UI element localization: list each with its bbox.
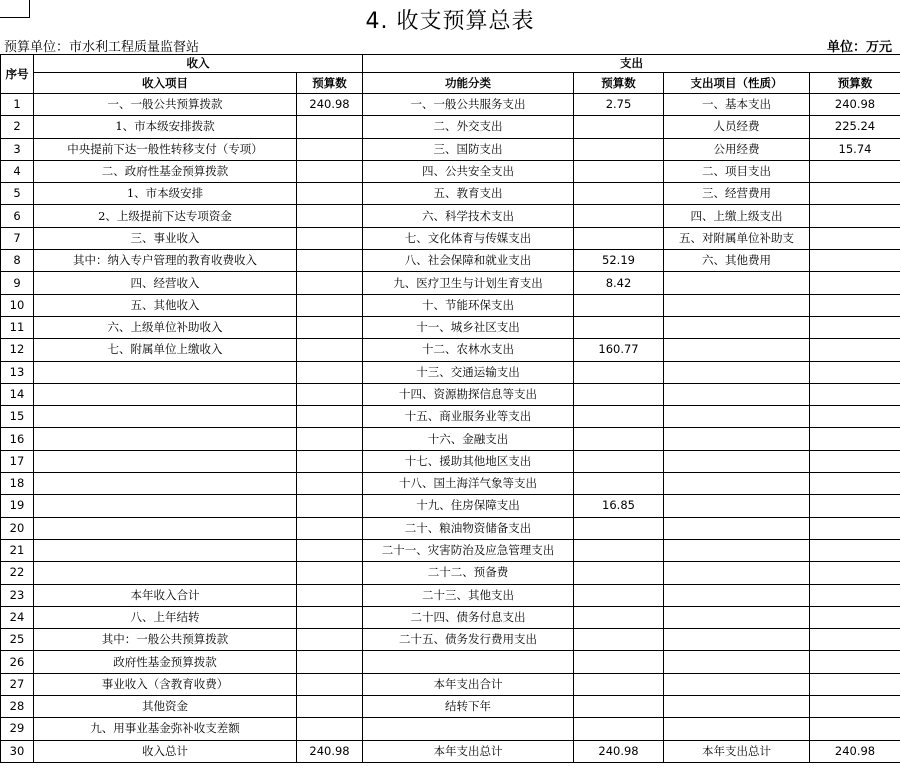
function-budget <box>574 673 664 695</box>
expense-item <box>664 473 810 495</box>
expense-budget <box>810 205 900 227</box>
row-number: 18 <box>1 473 34 495</box>
expense-item: 四、上缴上级支出 <box>664 205 810 227</box>
function-budget: 160.77 <box>574 339 664 361</box>
function-budget <box>574 116 664 138</box>
function-budget <box>574 383 664 405</box>
income-budget <box>297 294 363 316</box>
expense-budget <box>810 272 900 294</box>
table-row <box>1 651 900 673</box>
income-budget <box>297 606 363 628</box>
function-budget <box>574 629 664 651</box>
function-budget <box>574 651 664 673</box>
table-row <box>1 383 900 405</box>
function-budget <box>574 205 664 227</box>
function-budget: 16.85 <box>574 495 664 517</box>
expense-budget <box>810 428 900 450</box>
row-number: 17 <box>1 450 34 472</box>
expense-budget <box>810 495 900 517</box>
income-item: 五、其他收入 <box>34 294 297 316</box>
expense-budget <box>810 629 900 651</box>
expense-item: 一、基本支出 <box>664 94 810 116</box>
function-class-item: 五、教育支出 <box>363 183 574 205</box>
income-budget <box>297 383 363 405</box>
table-row <box>1 339 900 361</box>
expense-item: 公用经费 <box>664 138 810 160</box>
function-budget <box>574 517 664 539</box>
income-item: 其他资金 <box>34 696 297 718</box>
table-row <box>1 673 900 695</box>
function-class-item: 四、公共安全支出 <box>363 160 574 182</box>
function-class-item: 十九、住房保障支出 <box>363 495 574 517</box>
table-row <box>1 294 900 316</box>
header-income-item: 收入项目 <box>34 73 297 94</box>
expense-budget: 240.98 <box>810 94 900 116</box>
row-number: 2 <box>1 116 34 138</box>
expense-item <box>664 339 810 361</box>
function-class-item: 三、国防支出 <box>363 138 574 160</box>
expense-budget <box>810 562 900 584</box>
expense-budget <box>810 718 900 740</box>
header-expense-budget: 预算数 <box>810 73 900 94</box>
expense-budget <box>810 450 900 472</box>
income-item: 收入总计 <box>34 740 297 762</box>
table-row <box>1 406 900 428</box>
row-number: 24 <box>1 606 34 628</box>
table-row <box>1 495 900 517</box>
expense-budget: 15.74 <box>810 138 900 160</box>
row-number: 29 <box>1 718 34 740</box>
expense-budget <box>810 160 900 182</box>
income-item <box>34 406 297 428</box>
row-number: 8 <box>1 250 34 272</box>
function-budget <box>574 562 664 584</box>
expense-item <box>664 629 810 651</box>
table-row <box>1 116 900 138</box>
income-item <box>34 473 297 495</box>
budget-unit-label: 预算单位：市水利工程质量监督站 <box>4 40 200 55</box>
expense-item: 二、项目支出 <box>664 160 810 182</box>
table-row <box>1 205 900 227</box>
income-budget <box>297 160 363 182</box>
function-budget: 8.42 <box>574 272 664 294</box>
row-number: 27 <box>1 673 34 695</box>
page-title: 4. 收支预算总表 <box>365 9 535 34</box>
row-number: 15 <box>1 406 34 428</box>
income-budget <box>297 428 363 450</box>
income-budget <box>297 517 363 539</box>
function-class-item: 二十四、债务付息支出 <box>363 606 574 628</box>
expense-item <box>664 673 810 695</box>
function-class-item: 十六、金融支出 <box>363 428 574 450</box>
income-item: 九、用事业基金弥补收支差额 <box>34 718 297 740</box>
income-budget <box>297 629 363 651</box>
row-number: 1 <box>1 94 34 116</box>
expense-budget <box>810 606 900 628</box>
income-budget <box>297 539 363 561</box>
income-budget <box>297 696 363 718</box>
income-budget <box>297 227 363 249</box>
row-number: 22 <box>1 562 34 584</box>
function-budget <box>574 450 664 472</box>
table-row <box>1 696 900 718</box>
header-seq: 序号 <box>1 55 34 94</box>
table-row <box>1 740 900 762</box>
function-class-item <box>363 651 574 673</box>
income-item: 本年收入合计 <box>34 584 297 606</box>
row-number: 13 <box>1 361 34 383</box>
function-class-item: 二、外交支出 <box>363 116 574 138</box>
expense-budget <box>810 339 900 361</box>
expense-item <box>664 294 810 316</box>
table-row <box>1 718 900 740</box>
table-row <box>1 250 900 272</box>
expense-budget <box>810 539 900 561</box>
function-budget <box>574 227 664 249</box>
income-item: 政府性基金预算拨款 <box>34 651 297 673</box>
income-item: 三、事业收入 <box>34 227 297 249</box>
function-budget <box>574 406 664 428</box>
row-number: 4 <box>1 160 34 182</box>
row-number: 21 <box>1 539 34 561</box>
header-income-budget: 预算数 <box>297 73 363 94</box>
table-row <box>1 562 900 584</box>
row-number: 23 <box>1 584 34 606</box>
income-budget <box>297 316 363 338</box>
income-item <box>34 517 297 539</box>
income-item <box>34 450 297 472</box>
expense-budget <box>810 473 900 495</box>
header-income: 收入 <box>34 55 363 73</box>
table-row <box>1 361 900 383</box>
function-class-item: 二十三、其他支出 <box>363 584 574 606</box>
income-item: 一、一般公共预算拨款 <box>34 94 297 116</box>
function-class-item: 九、医疗卫生与计划生育支出 <box>363 272 574 294</box>
expense-item <box>664 562 810 584</box>
row-number: 7 <box>1 227 34 249</box>
row-number: 6 <box>1 205 34 227</box>
function-class-item: 七、文化体育与传媒支出 <box>363 227 574 249</box>
currency-unit-label: 单位：万元 <box>826 40 892 55</box>
income-budget <box>297 116 363 138</box>
function-budget <box>574 539 664 561</box>
table-row <box>1 517 900 539</box>
table-row <box>1 183 900 205</box>
expense-item <box>664 539 810 561</box>
function-class-item: 十一、城乡社区支出 <box>363 316 574 338</box>
expense-budget: 240.98 <box>810 740 900 762</box>
header-row-columns <box>1 73 900 94</box>
table-row <box>1 227 900 249</box>
expense-item <box>664 428 810 450</box>
expense-budget <box>810 383 900 405</box>
function-budget <box>574 138 664 160</box>
expense-item <box>664 383 810 405</box>
table-row <box>1 629 900 651</box>
table-row <box>1 94 900 116</box>
income-budget <box>297 183 363 205</box>
table-row <box>1 316 900 338</box>
function-class-item: 一、一般公共服务支出 <box>363 94 574 116</box>
row-number: 19 <box>1 495 34 517</box>
income-item: 事业收入（含教育收费） <box>34 673 297 695</box>
row-number: 11 <box>1 316 34 338</box>
table-row <box>1 138 900 160</box>
expense-budget <box>810 316 900 338</box>
function-class-item: 六、科学技术支出 <box>363 205 574 227</box>
expense-budget <box>810 406 900 428</box>
function-budget: 52.19 <box>574 250 664 272</box>
table-row <box>1 473 900 495</box>
income-item: 1、市本级安排拨款 <box>34 116 297 138</box>
income-item: 四、经营收入 <box>34 272 297 294</box>
function-class-item: 二十五、债务发行费用支出 <box>363 629 574 651</box>
budget-summary-table <box>0 54 900 763</box>
row-number: 30 <box>1 740 34 762</box>
header-expense: 支出 <box>363 55 900 73</box>
income-item: 1、市本级安排 <box>34 183 297 205</box>
row-number: 9 <box>1 272 34 294</box>
income-item <box>34 428 297 450</box>
income-budget <box>297 718 363 740</box>
row-number: 12 <box>1 339 34 361</box>
function-budget <box>574 316 664 338</box>
income-budget <box>297 250 363 272</box>
row-number: 26 <box>1 651 34 673</box>
function-class-item: 十五、商业服务业等支出 <box>363 406 574 428</box>
income-budget <box>297 361 363 383</box>
expense-budget <box>810 183 900 205</box>
expense-item <box>664 584 810 606</box>
table-row <box>1 606 900 628</box>
function-budget <box>574 606 664 628</box>
expense-item <box>664 316 810 338</box>
function-budget: 240.98 <box>574 740 664 762</box>
income-budget <box>297 339 363 361</box>
income-item <box>34 383 297 405</box>
function-class-item: 十三、交通运输支出 <box>363 361 574 383</box>
expense-item <box>664 361 810 383</box>
expense-item: 五、对附属单位补助支 <box>664 227 810 249</box>
function-budget: 2.75 <box>574 94 664 116</box>
function-class-item <box>363 718 574 740</box>
expense-item <box>664 406 810 428</box>
table-row <box>1 450 900 472</box>
header-function-budget: 预算数 <box>574 73 664 94</box>
function-class-item: 二十、粮油物资储备支出 <box>363 517 574 539</box>
income-item <box>34 539 297 561</box>
expense-budget <box>810 227 900 249</box>
function-budget <box>574 294 664 316</box>
income-item: 其中：纳入专户管理的教育收费收入 <box>34 250 297 272</box>
expense-budget <box>810 361 900 383</box>
function-class-item: 十、节能环保支出 <box>363 294 574 316</box>
income-budget <box>297 562 363 584</box>
income-budget <box>297 651 363 673</box>
expense-item <box>664 606 810 628</box>
income-budget <box>297 673 363 695</box>
income-budget <box>297 272 363 294</box>
header-row-group <box>1 55 900 73</box>
expense-item <box>664 696 810 718</box>
income-item <box>34 361 297 383</box>
expense-budget <box>810 517 900 539</box>
row-number: 5 <box>1 183 34 205</box>
expense-budget <box>810 294 900 316</box>
income-budget <box>297 473 363 495</box>
function-budget <box>574 160 664 182</box>
row-number: 28 <box>1 696 34 718</box>
function-class-item: 二十一、灾害防治及应急管理支出 <box>363 539 574 561</box>
income-budget <box>297 495 363 517</box>
expense-item: 本年支出总计 <box>664 740 810 762</box>
expense-budget <box>810 584 900 606</box>
expense-budget <box>810 651 900 673</box>
function-budget <box>574 696 664 718</box>
income-budget <box>297 138 363 160</box>
function-budget <box>574 584 664 606</box>
expense-budget: 225.24 <box>810 116 900 138</box>
table-row <box>1 539 900 561</box>
table-row <box>1 584 900 606</box>
expense-budget <box>810 696 900 718</box>
row-number: 16 <box>1 428 34 450</box>
expense-item <box>664 272 810 294</box>
expense-item <box>664 450 810 472</box>
income-item: 2、上级提前下达专项资金 <box>34 205 297 227</box>
row-number: 14 <box>1 383 34 405</box>
income-budget: 240.98 <box>297 740 363 762</box>
income-budget <box>297 584 363 606</box>
expense-item: 三、经营费用 <box>664 183 810 205</box>
expense-budget <box>810 250 900 272</box>
expense-budget <box>810 673 900 695</box>
income-budget: 240.98 <box>297 94 363 116</box>
function-class-item: 十四、资源勘探信息等支出 <box>363 383 574 405</box>
function-budget <box>574 183 664 205</box>
function-class-item: 十八、国土海洋气象等支出 <box>363 473 574 495</box>
function-budget <box>574 718 664 740</box>
income-budget <box>297 406 363 428</box>
expense-item: 六、其他费用 <box>664 250 810 272</box>
row-number: 10 <box>1 294 34 316</box>
income-item: 二、政府性基金预算拨款 <box>34 160 297 182</box>
table-row <box>1 160 900 182</box>
function-class-item: 本年支出合计 <box>363 673 574 695</box>
income-item: 六、上级单位补助收入 <box>34 316 297 338</box>
row-number: 3 <box>1 138 34 160</box>
expense-item <box>664 651 810 673</box>
function-budget <box>574 473 664 495</box>
function-class-item: 十七、援助其他地区支出 <box>363 450 574 472</box>
income-item <box>34 495 297 517</box>
income-budget <box>297 450 363 472</box>
income-item: 其中：一般公共预算拨款 <box>34 629 297 651</box>
function-class-item: 结转下年 <box>363 696 574 718</box>
function-class-item: 二十二、预备费 <box>363 562 574 584</box>
income-item: 八、上年结转 <box>34 606 297 628</box>
row-number: 25 <box>1 629 34 651</box>
income-item: 七、附属单位上缴收入 <box>34 339 297 361</box>
header-function-class: 功能分类 <box>363 73 574 94</box>
row-number: 20 <box>1 517 34 539</box>
table-row <box>1 272 900 294</box>
expense-item <box>664 517 810 539</box>
income-item <box>34 562 297 584</box>
function-class-item: 十二、农林水支出 <box>363 339 574 361</box>
income-item: 中央提前下达一般性转移支付（专项） <box>34 138 297 160</box>
expense-item: 人员经费 <box>664 116 810 138</box>
function-budget <box>574 428 664 450</box>
function-class-item: 本年支出总计 <box>363 740 574 762</box>
income-budget <box>297 205 363 227</box>
expense-item <box>664 495 810 517</box>
function-budget <box>574 361 664 383</box>
header-expense-item: 支出项目（性质） <box>664 73 810 94</box>
expense-item <box>664 718 810 740</box>
table-row <box>1 428 900 450</box>
function-class-item: 八、社会保障和就业支出 <box>363 250 574 272</box>
